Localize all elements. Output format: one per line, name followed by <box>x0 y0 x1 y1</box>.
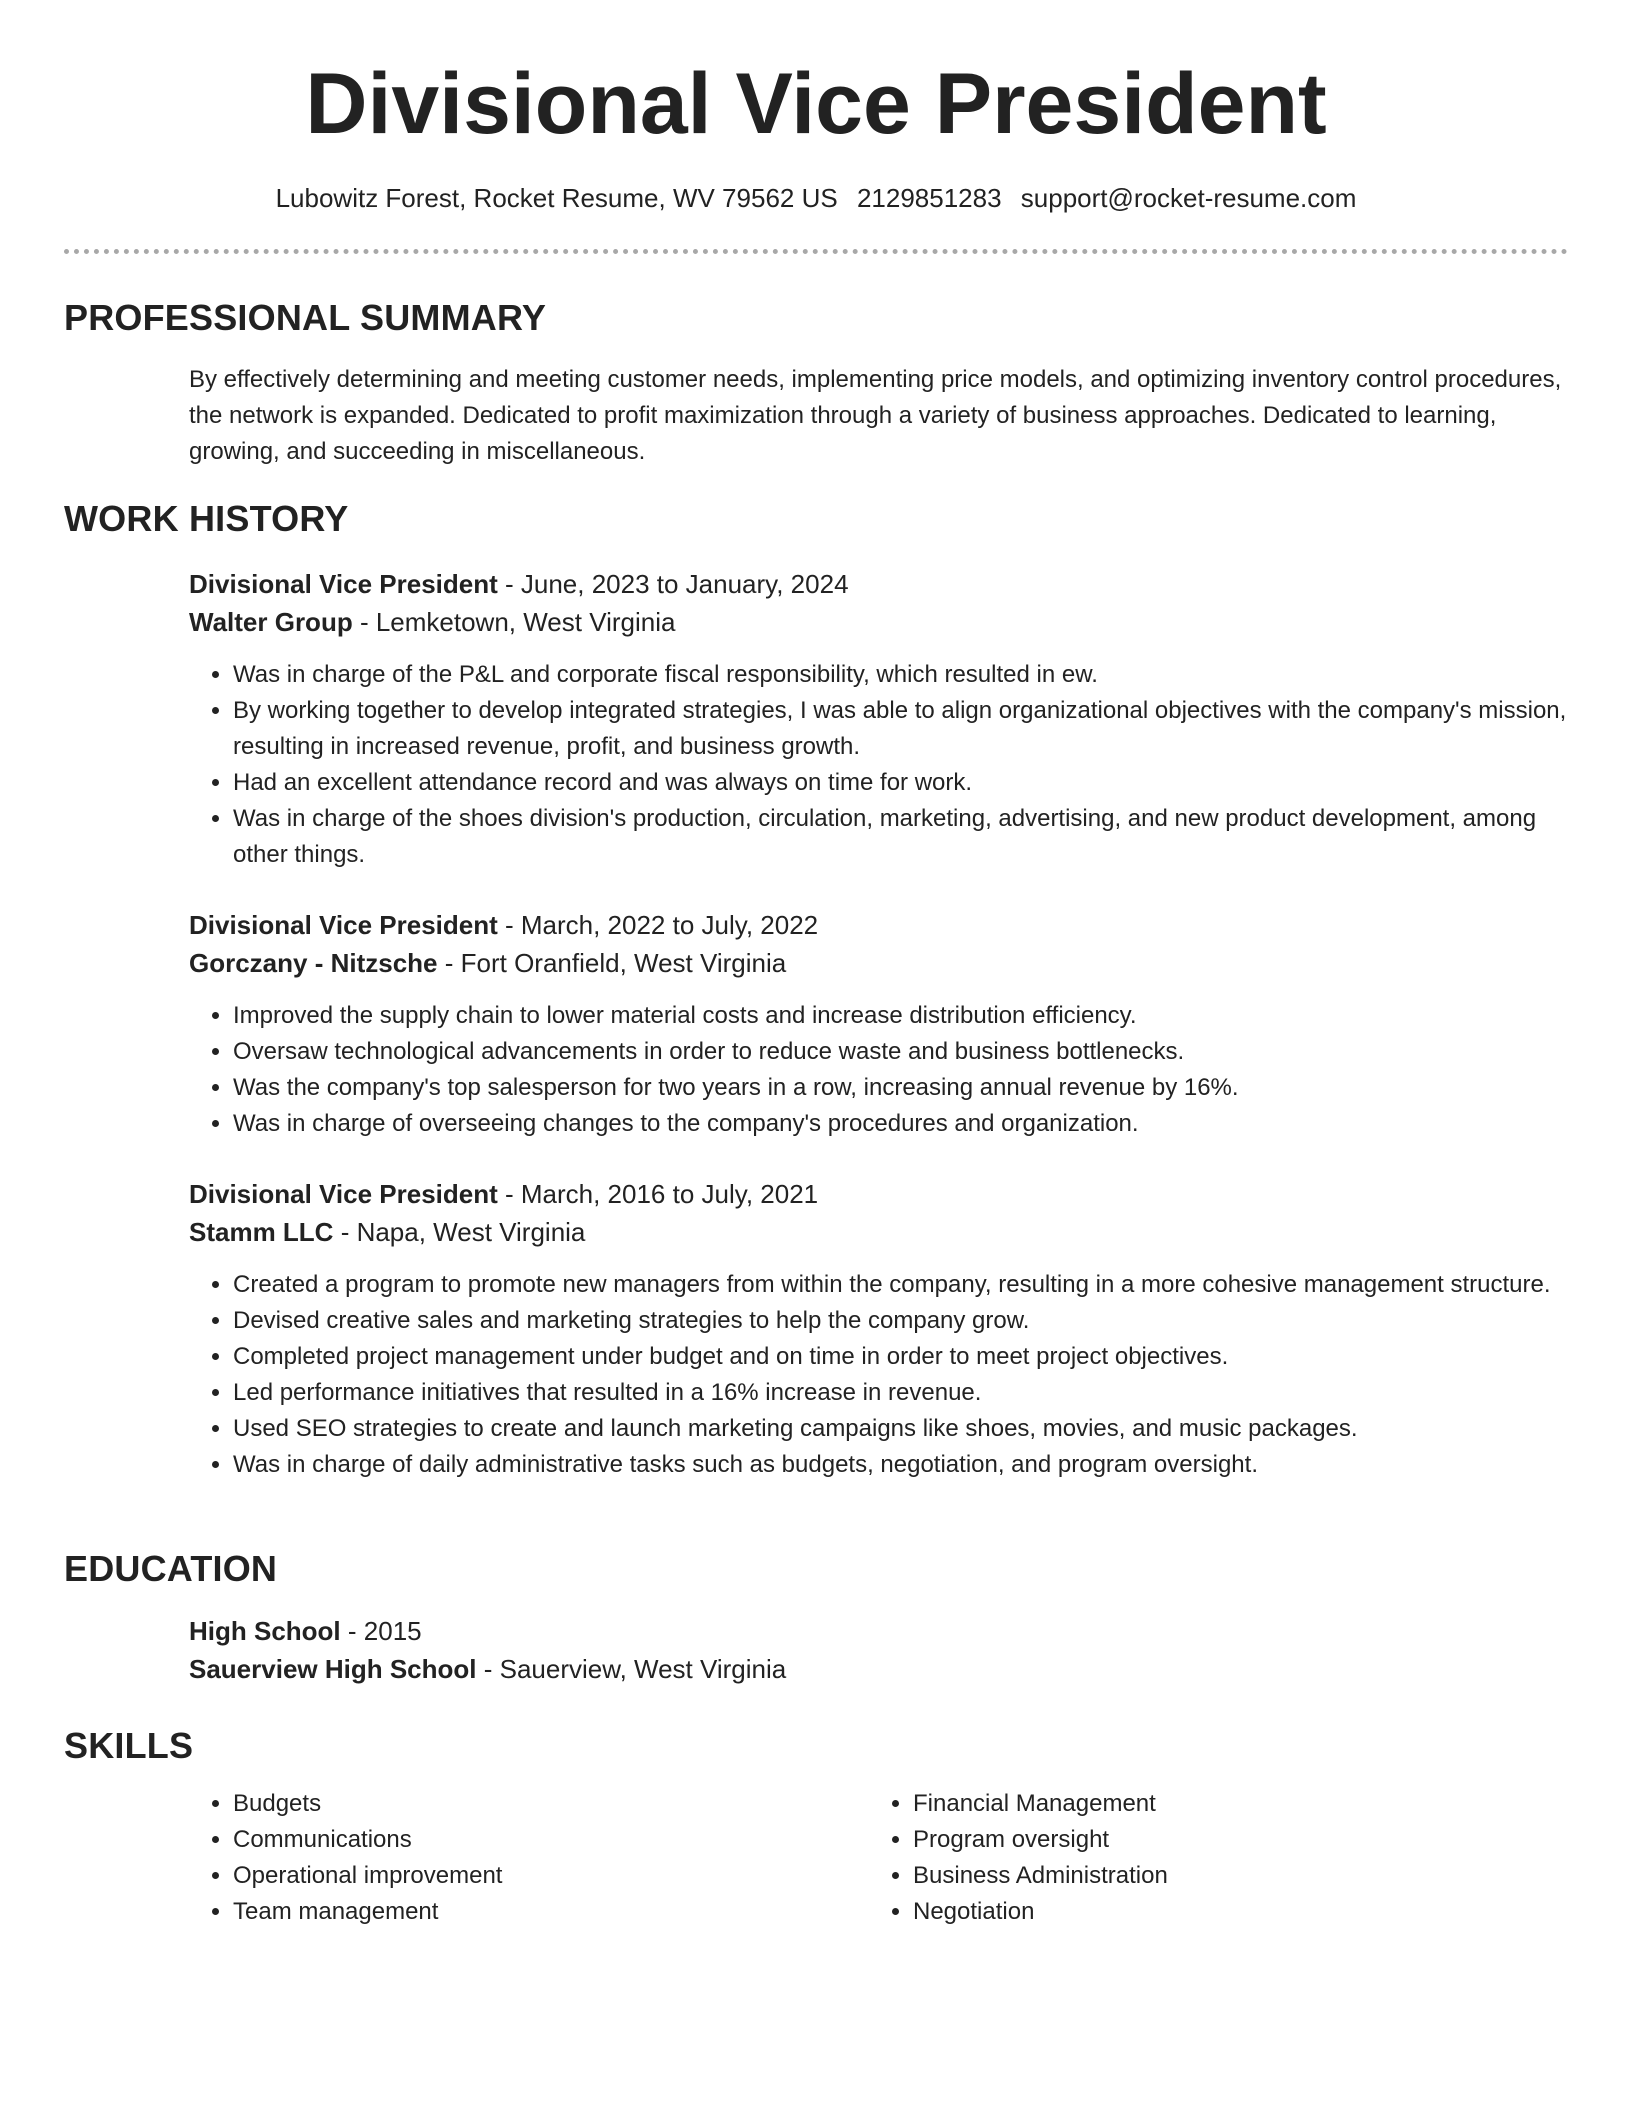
education-location: - Sauerview, West Virginia <box>476 1654 787 1684</box>
job-company: Gorczany - Nitzsche <box>189 948 438 978</box>
summary-block <box>189 362 1569 470</box>
job-bullet: • Devised creative sales and marketing strategies to help the company grow. <box>233 1303 1569 1339</box>
skills-list <box>869 1786 1469 1930</box>
job-company-line <box>189 603 1569 641</box>
skills-list <box>189 1786 789 1930</box>
skill-item: • Business Administration <box>913 1858 1469 1894</box>
education-degree: High School <box>189 1616 341 1646</box>
education-school-line <box>189 1650 1569 1688</box>
summary-text: By effectively determining and meeting customer needs, implementing price models, and optimizing inventory control procedures, the network is expanded. Dedicated to profit maximization through a variety of business approaches. Dedicated to learning, growing, and succeeding in miscellaneous. <box>189 366 1562 465</box>
skills-column-right <box>869 1786 1469 1930</box>
job-bullet: • Led performance initiatives that resulted in a 16% increase in revenue. <box>233 1375 1569 1411</box>
skill-item: • Program oversight <box>913 1822 1469 1858</box>
job-location: - Napa, West Virginia <box>333 1217 586 1247</box>
job-bullet: • Created a program to promote new managers from within the company, resulting in a more cohesive management structure. <box>233 1267 1569 1303</box>
job-role: Divisional Vice President <box>189 569 498 599</box>
job-company-line <box>189 1213 1569 1251</box>
job-role: Divisional Vice President <box>189 1179 498 1209</box>
job-bullet: • Was in charge of daily administrative tasks such as budgets, negotiation, and program oversight. <box>233 1447 1569 1483</box>
job-bullets <box>189 998 1569 1142</box>
job-dates: - March, 2022 to July, 2022 <box>497 910 819 940</box>
job-bullets <box>189 1267 1569 1483</box>
skill-item: • Team management <box>233 1894 789 1930</box>
job-bullets <box>189 657 1569 873</box>
job-entry <box>189 1175 1569 1483</box>
job-bullet: • Improved the supply chain to lower material costs and increase distribution efficiency. <box>233 998 1569 1034</box>
skill-item: • Budgets <box>233 1786 789 1822</box>
education-entry <box>189 1612 1569 1688</box>
education-degree-line <box>189 1612 1569 1650</box>
job-bullet: • Had an excellent attendance record and was always on time for work. <box>233 765 1569 801</box>
job-bullet: • By working together to develop integrated strategies, I was able to align organizational objectives with the company's mission, resulting in increased revenue, profit, and business growth. <box>233 693 1569 765</box>
job-location: - Fort Oranfield, West Virginia <box>437 948 787 978</box>
job-bullet: • Was the company's top salesperson for two years in a row, increasing annual revenue by 16%. <box>233 1070 1569 1106</box>
skill-item: • Operational improvement <box>233 1858 789 1894</box>
job-bullet: • Used SEO strategies to create and launch marketing campaigns like shoes, movies, and music packages. <box>233 1411 1569 1447</box>
skill-item: • Negotiation <box>913 1894 1469 1930</box>
section-title-work-history: WORK HISTORY <box>64 498 349 539</box>
education-year: - 2015 <box>340 1616 422 1646</box>
section-title-summary: PROFESSIONAL SUMMARY <box>64 297 547 338</box>
contact-email: support@rocket-resume.com <box>1020 183 1357 213</box>
job-bullet: • Was in charge of overseeing changes to the company's procedures and organization. <box>233 1106 1569 1142</box>
contact-address: Lubowitz Forest, Rocket Resume, WV 79562 US <box>275 183 838 213</box>
contact-line <box>0 178 1632 218</box>
skill-item: • Communications <box>233 1822 789 1858</box>
job-role: Divisional Vice President <box>189 910 498 940</box>
job-company-line <box>189 944 1569 982</box>
job-entry <box>189 565 1569 873</box>
job-location: - Lemketown, West Virginia <box>352 607 676 637</box>
job-dates: - June, 2023 to January, 2024 <box>497 569 849 599</box>
job-bullet: • Was in charge of the shoes division's production, circulation, marketing, advertising, and new product development, among other things. <box>233 801 1569 873</box>
skill-item: • Financial Management <box>913 1786 1469 1822</box>
job-company: Walter Group <box>189 607 353 637</box>
resume-name: Divisional Vice President <box>305 56 1327 152</box>
job-title-line <box>189 1175 1569 1213</box>
header-divider <box>64 249 1568 254</box>
job-title-line <box>189 565 1569 603</box>
skills-column-left <box>189 1786 789 1930</box>
contact-phone: 2129851283 <box>856 183 1002 213</box>
job-title-line <box>189 906 1569 944</box>
job-bullet: • Completed project management under budget and on time in order to meet project objectives. <box>233 1339 1569 1375</box>
job-entry <box>189 906 1569 1142</box>
job-bullet: • Oversaw technological advancements in order to reduce waste and business bottlenecks. <box>233 1034 1569 1070</box>
section-title-skills: SKILLS <box>64 1725 194 1766</box>
job-company: Stamm LLC <box>189 1217 334 1247</box>
section-title-education: EDUCATION <box>64 1548 278 1589</box>
education-school: Sauerview High School <box>189 1654 477 1684</box>
job-dates: - March, 2016 to July, 2021 <box>497 1179 819 1209</box>
job-bullet: • Was in charge of the P&L and corporate fiscal responsibility, which resulted in ew. <box>233 657 1569 693</box>
